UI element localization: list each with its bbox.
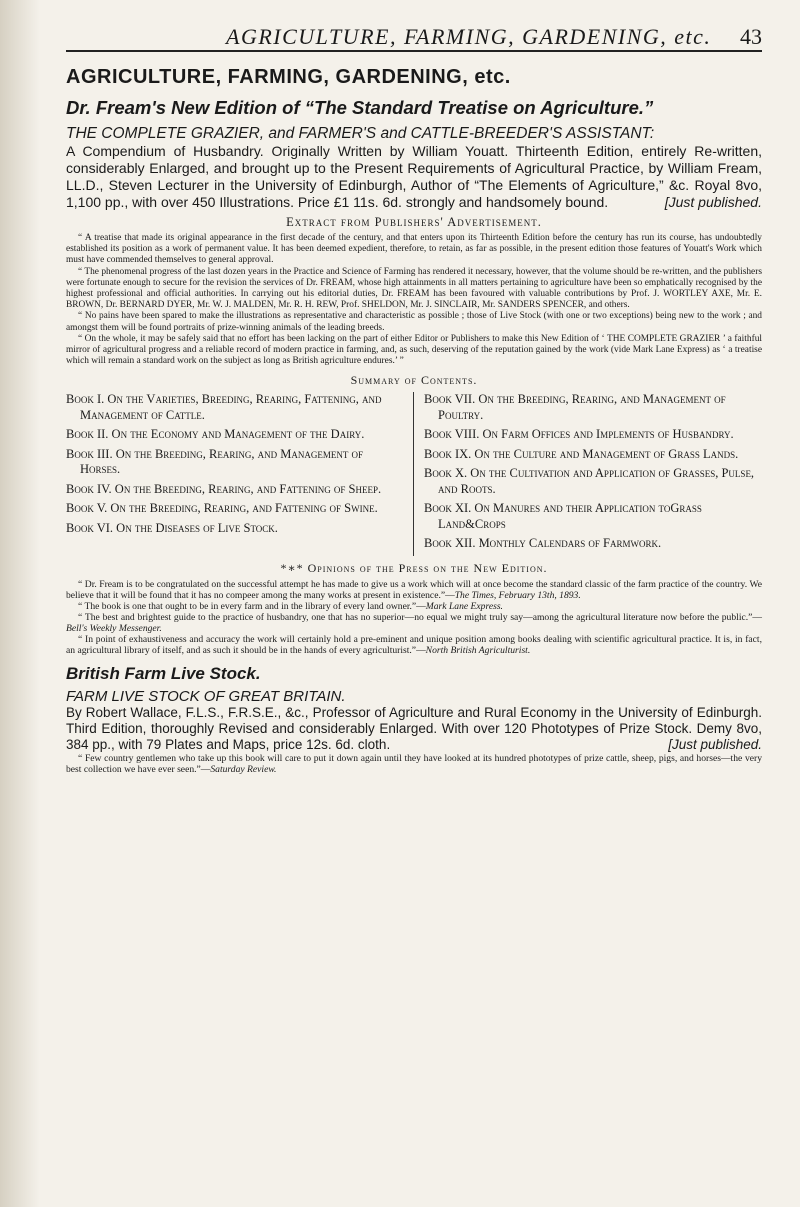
opinion-text: “ Dr. Fream is to be congratulated on the successful attempt he has made to give us a work which will at once become the standard classic of the farm practice of the country. We believe that it will be found that it has no compeer among the many works at present in existence.”—	[66, 578, 762, 601]
contents-column-right	[414, 392, 762, 556]
contents-item: Book IX. On the Culture and Management of Grass Lands.	[424, 446, 739, 461]
opinions-list	[66, 579, 762, 656]
press-opinion	[66, 612, 762, 634]
book-entry-farm-live-stock	[66, 664, 762, 775]
review-source: Saturday Review.	[210, 763, 277, 775]
running-head	[66, 0, 762, 52]
book-review	[66, 753, 762, 775]
book-heading: British Farm Live Stock.	[66, 663, 261, 683]
opinion-source: Mark Lane Express.	[425, 600, 503, 612]
opinion-text: “ In point of exhaustiveness and accuracy the work will certainly hold a pre-eminent and unique position among books dealing with scientific agricultural practice. It is, in fact, an agricultural library of itself, and as such it should be in the hands of every agriculturist.”—	[66, 633, 762, 656]
section-heading: AGRICULTURE, FARMING, GARDENING, etc.	[66, 66, 511, 88]
opinion-text: “ The best and brightest guide to the practice of husbandry, one that has no superior—no equal we might truly say—among the agricultural literature now before the public.”—	[78, 611, 762, 623]
review-text: “ Few country gentlemen who take up this book will care to put it down again until they have looked at its hundred phototypes of prize cattle, sheep, pigs, and horses—the very best collection we have ever seen.”—	[66, 752, 762, 775]
contents-item: Book V. On the Breeding, Rearing, and Fattening of Swine.	[66, 501, 378, 516]
contents-item: Book IV. On the Breeding, Rearing, and Fattening of Sheep.	[66, 481, 382, 496]
book-title: FARM LIVE STOCK OF GREAT BRITAIN.	[66, 687, 346, 705]
page-number: 43	[740, 24, 762, 49]
extract-paragraph: “ No pains have been spared to make the illustrations as representative and characteristic as possible ; those of Live Stock (with one or two exceptions) being new to the work ; and amongst them will be found portraits of prize-winning animals of the leading breeds.	[66, 311, 762, 333]
running-title: AGRICULTURE, FARMING, GARDENING, etc.	[226, 24, 712, 49]
book-heading: Dr. Fream's New Edition of “The Standard Treatise on Agriculture.”	[66, 97, 654, 118]
extract-heading: Extract from Publishers' Advertisement.	[286, 215, 542, 229]
contents-item: Book II. On the Economy and Management of the Dairy.	[66, 427, 365, 442]
opinions-heading: *∗* Opinions of the Press on the New Edition.	[280, 560, 548, 575]
book-description-text: By Robert Wallace, F.L.S., F.R.S.E., &c., Professor of Agriculture and Rural Economy in the University of Edinburgh. Third Edition, thoroughly Revised and considerably Enlarged. With over 120 Phototypes of Prize Stock. Demy 8vo, 384 pp., with 79 Plates and Maps, price 12s. 6d. cloth.	[66, 704, 762, 752]
binding-shadow	[0, 0, 40, 1207]
publication-status: [Just published.	[664, 194, 762, 210]
page-content	[66, 0, 762, 775]
contents-table	[66, 392, 762, 556]
contents-item: Book VII. On the Breeding, Rearing, and Management of Poultry.	[424, 392, 726, 422]
book-description-text: A Compendium of Husbandry. Originally Written by William Youatt. Thirteenth Edition, entirely Re-written, considerably Enlarged, and brought up to the Present Requirements of Agricultural Practice, by William Fream, LL.D., Steven Lecturer in the University of Edinburgh, Author of “The Elements of Agriculture,” &c. Royal 8vo, 1,100 pp., with over 450 Illustrations. Price £1 11s. 6d. strongly and handsomely bound.	[66, 143, 762, 210]
extract-paragraph: “ On the whole, it may be safely said that no effort has been lacking on the part of either Editor or Publishers to make this New Edition of ‘ THE COMPLETE GRAZIER ’ a faithful mirror of agricultural progress and a reliable record of modern practice in farming, and, as such, deserving of the reputation gained by the work (vide Mark Lane Express) as ‘ a treatise which will remain a standard work on the subject as long as British agriculture endures.’ ”	[66, 333, 762, 367]
book-description	[66, 143, 762, 211]
opinion-source: The Times, February 13th, 1893.	[454, 589, 581, 601]
opinion-source: Bell's Weekly Messenger.	[66, 622, 162, 634]
summary-heading: Summary of Contents.	[350, 373, 478, 388]
contents-item: Book XII. Monthly Calendars of Farmwork.	[424, 536, 662, 551]
opinion-source: North British Agriculturist.	[425, 644, 531, 656]
contents-item: Book XI. On Manures and their Application toGrass Land&Crops	[424, 501, 702, 531]
book-title: THE COMPLETE GRAZIER, and FARMER'S and CATTLE-BREEDER'S ASSISTANT:	[66, 125, 655, 142]
extract-paragraph: “ A treatise that made its original appearance in the first decade of the century, and that enters upon its Thirteenth Edition before the century has run its course, has undoubtedly established its position as a work of permanent value. It has been deemed expedient, therefore, to retain, as far as possible, in the present edition those features of Youatt's Work which must have commended themselves to general approval.	[66, 233, 762, 266]
extract-paragraph: “ The phenomenal progress of the last dozen years in the Practice and Science of Farming has rendered it necessary, however, that the volume should be re-written, and the publishers were fortunate enough to secure for the revision the services of Dr. FREAM, whose high attainments in all matters pertaining to agriculture have been so emphatically recognised by the highest professional and official authorities. In carrying out his editorial duties, Dr. FREAM has been favoured with valuable contributions by Prof. J. WORTLEY AXE, Mr. E. BROWN, Dr. BERNARD DYER, Mr. W. J. MALDEN, Mr. R. H. REW, Prof. SHELDON, Mr. J. SINCLAIR, Mr. SANDERS SPENCER, and others.	[66, 266, 762, 311]
contents-item: Book I. On the Varieties, Breeding, Rearing, Fattening, and Management of Cattle.	[66, 392, 382, 422]
contents-item: Book VI. On the Diseases of Live Stock.	[66, 520, 278, 535]
contents-item: Book VIII. On Farm Offices and Implements of Husbandry.	[424, 427, 734, 442]
opinion-text: “ The book is one that ought to be in every farm and in the library of every land owner.”—	[78, 600, 426, 612]
book-description	[66, 705, 762, 753]
contents-column-left	[66, 392, 414, 556]
press-opinion	[66, 601, 762, 612]
extract-body	[66, 233, 762, 367]
press-opinion	[66, 579, 762, 601]
book-entry-complete-grazier	[66, 97, 762, 211]
contents-item: Book III. On the Breeding, Rearing, and Management of Horses.	[66, 446, 363, 477]
press-opinion	[66, 634, 762, 656]
contents-item: Book X. On the Cultivation and Application of Grasses, Pulse, and Roots.	[424, 466, 755, 496]
publication-status: [Just published.	[668, 736, 762, 752]
